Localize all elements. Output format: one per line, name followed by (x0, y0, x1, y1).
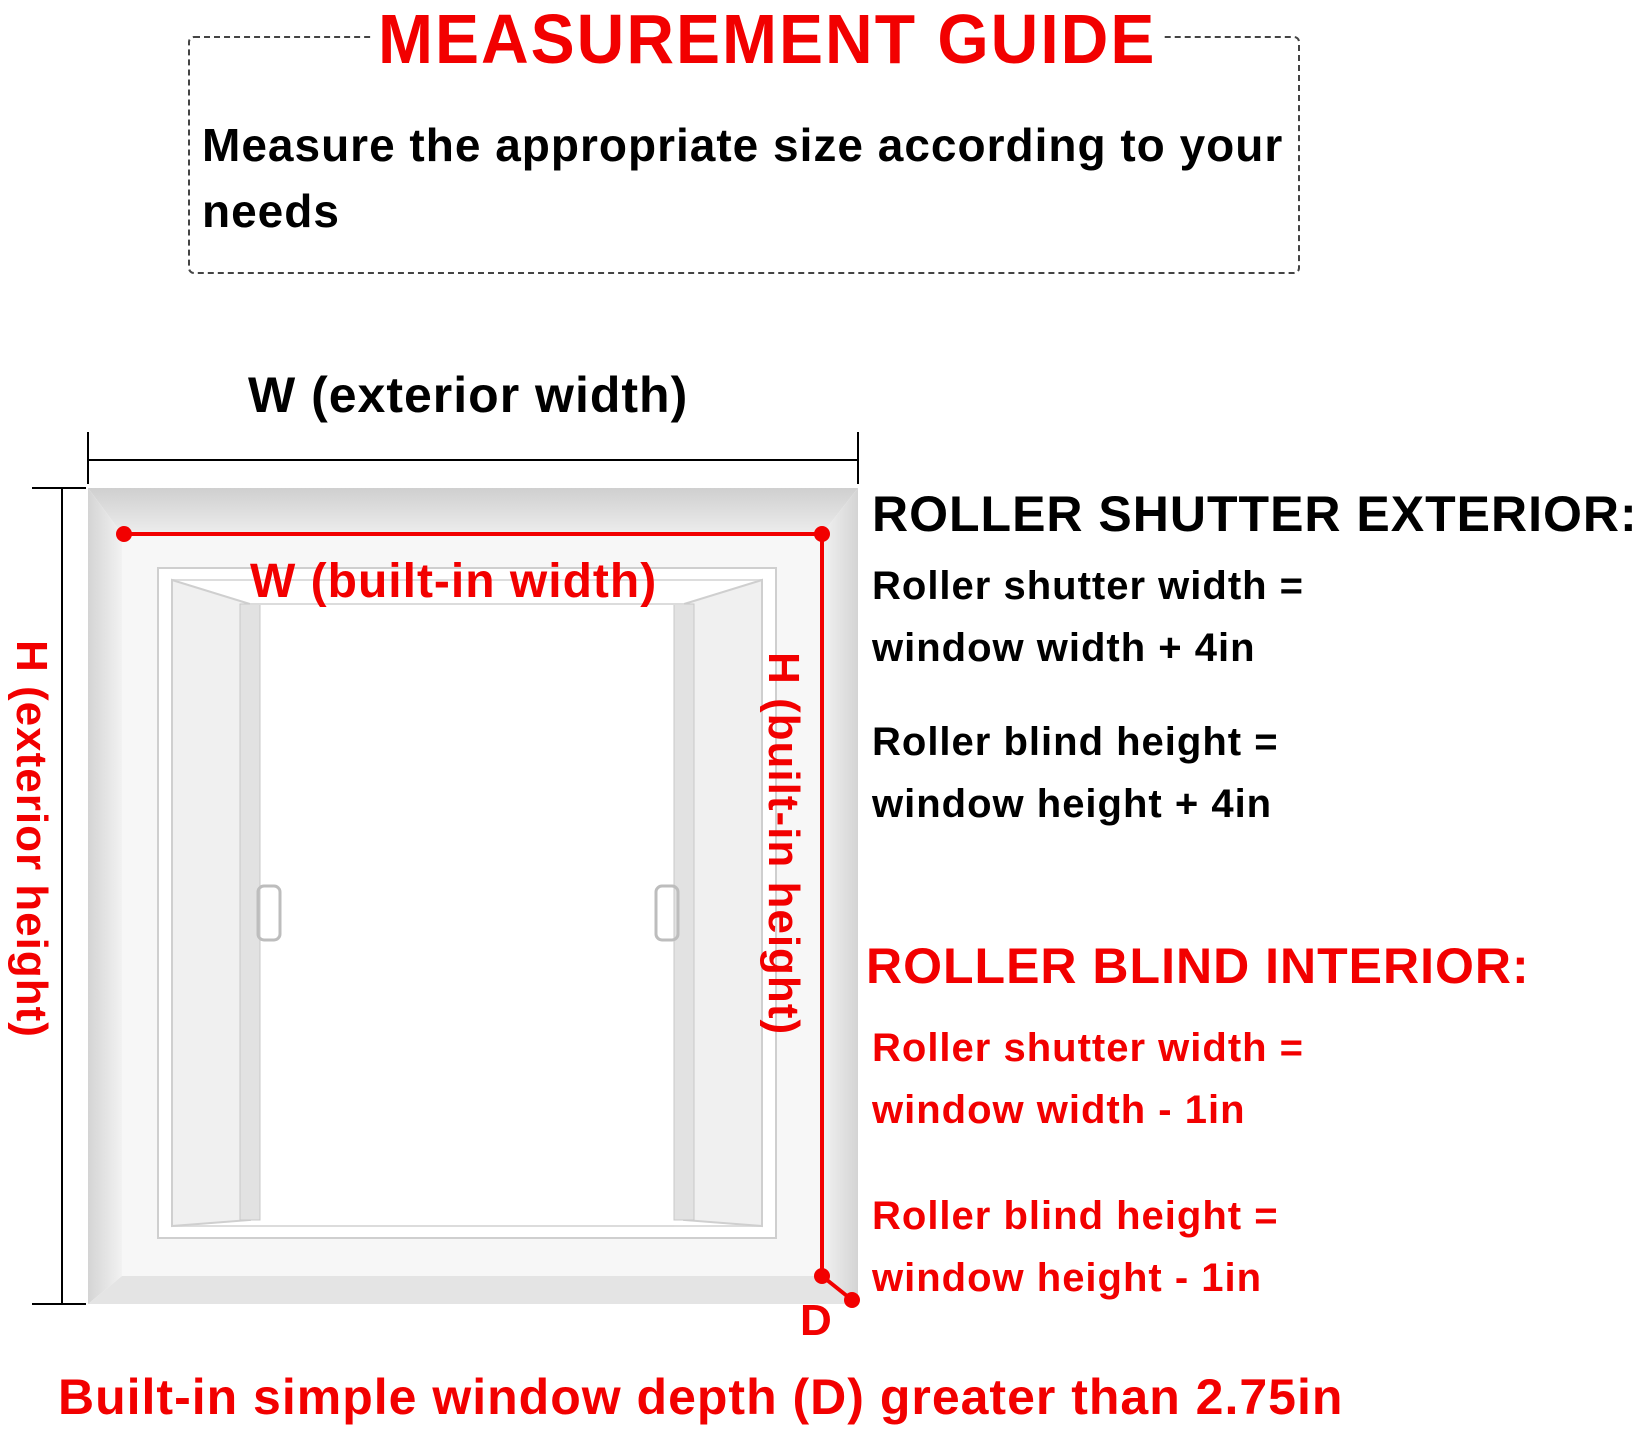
guide-title: MEASUREMENT GUIDE (372, 0, 1162, 78)
interior-width-line2: window width - 1in (872, 1088, 1246, 1132)
exterior-width-line2: window width + 4in (872, 626, 1256, 670)
exterior-height-label: H (exterior height) (7, 640, 56, 1038)
exterior-height-line2: window height + 4in (872, 782, 1273, 826)
window-frame (88, 488, 858, 1304)
interior-height-line1: Roller blind height = (872, 1194, 1279, 1238)
exterior-heading: ROLLER SHUTTER EXTERIOR: (872, 486, 1638, 542)
guide-text: Measure the appropriate size according to your needs (202, 119, 1284, 237)
interior-width-line1: Roller shutter width = (872, 1026, 1305, 1070)
depth-requirement-note: Built-in simple window depth (D) greater than 2.75in (58, 1369, 1344, 1425)
exterior-width-dimension (88, 432, 858, 484)
interior-heading: ROLLER BLIND INTERIOR: (866, 938, 1530, 994)
builtin-height-label: H (built-in height) (759, 652, 808, 1036)
builtin-width-label: W (built-in width) (250, 555, 658, 608)
exterior-width-line1: Roller shutter width = (872, 564, 1305, 608)
exterior-height-line1: Roller blind height = (872, 720, 1279, 764)
depth-label: D (800, 1296, 832, 1345)
exterior-width-label: W (exterior width) (248, 367, 689, 423)
interior-height-line2: window height - 1in (872, 1256, 1263, 1300)
